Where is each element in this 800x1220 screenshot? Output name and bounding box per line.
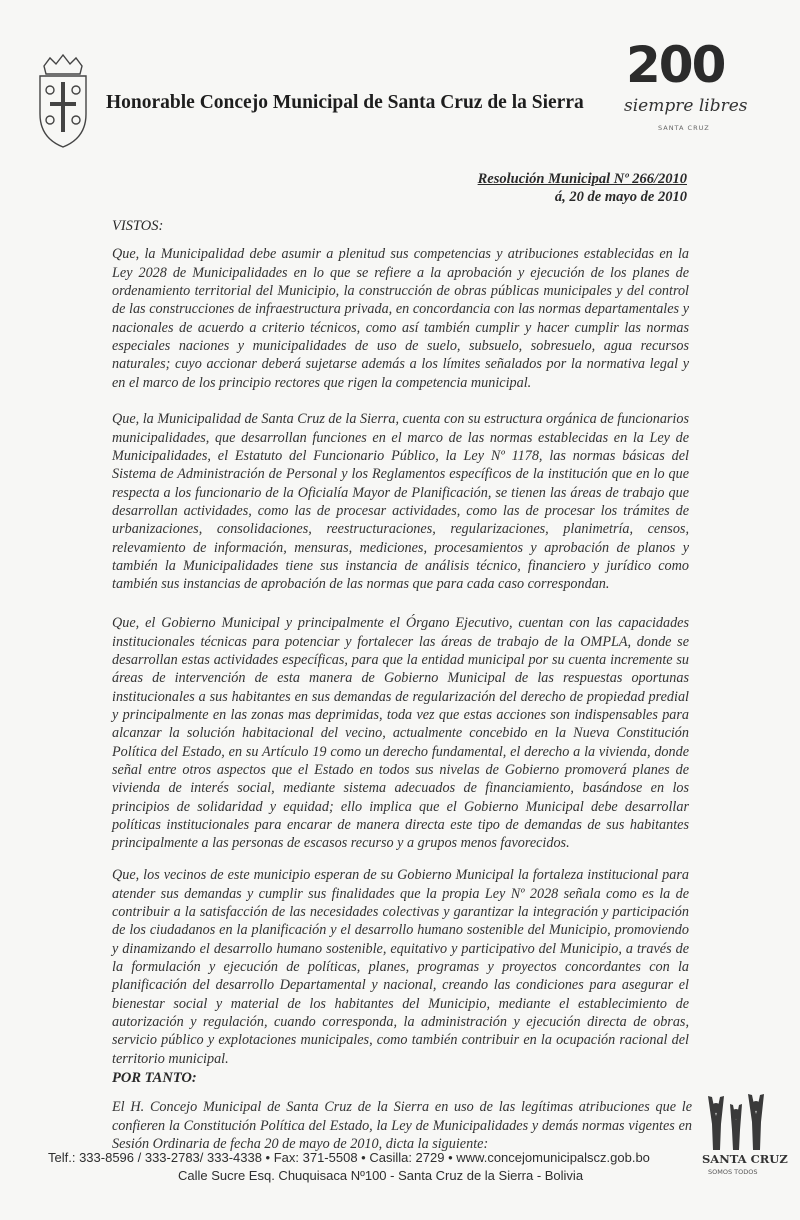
resolution-date: á, 20 de mayo de 2010 [554,189,687,205]
council-title: Honorable Concejo Municipal de Santa Cruz de la Sierra [106,92,584,113]
bicentennial-logo [618,36,758,138]
final-paragraph: El H. Concejo Municipal de Santa Cruz de la Sierra en uso de las legítimas atribuciones que le confieren la Constitución Política del Estado, la Ley de Municipalidades y demás normas vigentes en Sesión Ordinaria de fecha 20 de mayo de 2010, dicta la siguiente: [112,1099,692,1152]
paragraph-3: Que, el Gobierno Municipal y principalmente el Órgano Ejecutivo, cuentan con las capacidades institucionales técnicas para potenciar y fortalecer las áreas de trabajo de la OMPLA, donde se desarrollan estas actividades específicas, para que la entidad municipal por su cuenta incremente su áreas de intervención de esta manera de Gobierno Municipal de las respuestas oportunas institucionales a sus habitantes en sus demandas de regularización del derecho de propiedad predial y principalmente en las zonas mas deprimidas, toda vez que estas acciones son indispensables para alcanzar la solución habitacional del vecino, actualmente concebido en la Nueva Constitución Política del Estado, en su Artículo 19 como un derecho fundamental, el derecho a la vivienda, donde señal entre otros aspectos que el Estado en todos sus nivelas de Gobierno promoverá planes de vivienda de interés social, mediante sistema adecuados de financiamiento, basándose en los principios de solidaridad y equidad; ello implica que el Gobierno Municipal debe desarrollar políticas institucionales para encarar de manera directa este tipo de demandas de sus habitantes principalmente a las personas de escasos recurso y a grupos menos favorecidos. [112,615,689,852]
municipal-crest-icon [34,52,92,150]
vistos-heading: VISTOS: [112,218,164,234]
resolution-number: Resolución Municipal Nº 266/2010 [477,171,687,187]
footer-address: Calle Sucre Esq. Chuquisaca Nº100 - Santa Cruz de la Sierra - Bolivia [178,1168,584,1183]
bicentennial-sub: SANTA CRUZ [658,124,710,132]
santa-cruz-logo [694,1094,788,1186]
resolution-block [478,170,687,206]
bicentennial-motto: siempre libres [624,96,748,116]
footer-contact: Telf.: 333-8596 / 333-2783/ 333-4338 • Fax: 371-5508 • Casilla: 2729 • www.concejomunicipalscz.gob.bo [48,1150,650,1165]
paragraph-1: Que, la Municipalidad debe asumir a plenitud sus competencias y atribuciones establecidas en la Ley 2028 de Municipalidades en lo que se refiere a la aprobación y ejecución de los planes de ordenamiento territorial del Municipio, la construcción de obras públicas municipales y del control de las construcciones de infraestructura privada, en concordancia con las normas departamentales y nacionales de acuerdo a criterio técnicos, como así también cumplir y hacer cumplir las normas especiales naciones y municipalidades de uso de suelo, subsuelo, sobresuelo, agua recursos naturales; cuyo accionar deberá sujetarse además a los límites señalados por la normativa legal y en el marco de los principio rectores que rigen la competencia municipal. [112,246,689,391]
paragraph-4: Que, los vecinos de este municipio esperan de su Gobierno Municipal la fortaleza institucional para atender sus demandas y cumplir sus finalidades que la propia Ley Nº 2028 señala como es la de contribuir a la satisfacción de las necesidades colectivas y garantizar la integración y participación de los ciudadanos en la planificación y el desarrollo humano sostenible del Municipio, promoviendo y dinamizando el desarrollo humano sostenible, equitativo y participativo del Municipio, a través de la formulación y ejecución de políticas, planes, programas y proyectos concordantes con la planificación del desarrollo Departamental y nacional, creando las condiciones para asegurar el bienestar social y material de los habitantes del Municipio, mediante el establecimiento de autorización y regulación, cuando corresponda, la administración y ejecución directa de obras, servicio público y explotaciones municipales, como también contribuir en la ocupación racional del territorio municipal. [112,867,689,1067]
bicentennial-number: 200 [626,36,725,94]
santa-cruz-logo-sub: SOMOS TODOS [708,1168,758,1176]
paragraph-2: Que, la Municipalidad de Santa Cruz de la Sierra, cuenta con su estructura orgánica de funcionarios municipalidades, que desarrollan funciones en el marco de las normas establecidas en la Ley de Municipalidades, el Estatuto del Funcionario Público, la Ley Nº 1178, las normas básicas del Sistema de Administración de Personal y los Reglamentos específicos de la institución que en lo que respecta a los funcionario de la Oficialía Mayor de Planificación, se tienen las áreas de trabajo que desarrollan actividades, como las de procesar actividades, como las de procesar los trámites de urbanizaciones, consolidaciones, reestructuraciones, regularizaciones, planimetría, censos, relevamiento de información, mensuras, mediciones, procesamientos y aprobación de planos y también la Municipalidades tiene sus instancia de análisis técnico, financiero y jurídico como también sus instancias de aprobación de las normas que para cada caso correspondan. [112,411,689,593]
people-figures-icon [694,1094,778,1152]
por-tanto-heading: POR TANTO: [112,1070,197,1086]
santa-cruz-logo-text: SANTA CRUZ [702,1152,788,1166]
